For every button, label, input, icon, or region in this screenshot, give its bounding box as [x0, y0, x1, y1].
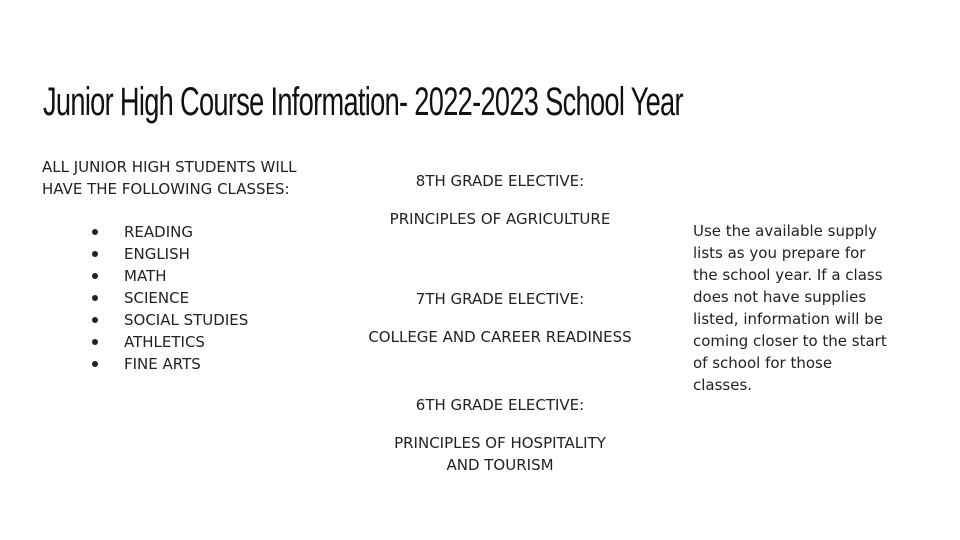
class-name: ATHLETICS: [124, 333, 205, 351]
required-classes-list: [42, 221, 332, 375]
list-item: [42, 353, 332, 375]
bullet-icon: [92, 229, 98, 235]
class-name: READING: [124, 223, 193, 241]
required-classes-section: [42, 156, 332, 375]
list-item: [42, 265, 332, 287]
list-item: [42, 243, 332, 265]
bullet-icon: [92, 273, 98, 279]
bullet-icon: [92, 339, 98, 345]
elective-grade: 7TH GRADE ELECTIVE:: [415, 290, 585, 308]
elective-grade: 6TH GRADE ELECTIVE:: [415, 396, 585, 414]
page-title: Junior High Course Information- 2022-2023 School Year: [43, 80, 683, 124]
elective-7th: [360, 288, 640, 348]
elective-6th: [360, 394, 640, 476]
required-classes-intro: ALL JUNIOR HIGH STUDENTS WILL HAVE THE FOLLOWING CLASSES:: [42, 158, 297, 198]
class-name: ENGLISH: [124, 245, 190, 263]
class-name: SCIENCE: [124, 289, 190, 307]
elective-course: PRINCIPLES OF HOSPITALITY AND TOURISM: [394, 434, 606, 474]
elective-course: PRINCIPLES OF AGRICULTURE: [389, 210, 611, 228]
class-name: FINE ARTS: [124, 355, 201, 373]
elective-8th: [360, 170, 640, 230]
list-item: [42, 287, 332, 309]
class-name: SOCIAL STUDIES: [124, 311, 249, 329]
list-item: [42, 331, 332, 353]
bullet-icon: [92, 251, 98, 257]
bullet-icon: [92, 317, 98, 323]
elective-grade: 8TH GRADE ELECTIVE:: [415, 172, 585, 190]
list-item: [42, 221, 332, 243]
supply-note: Use the available supply lists as you prepare for the school year. If a class does not have supplies listed, information will be coming closer to the start of school for those classes.: [693, 222, 887, 394]
elective-course: COLLEGE AND CAREER READINESS: [368, 328, 632, 346]
bullet-icon: [92, 361, 98, 367]
list-item: [42, 309, 332, 331]
bullet-icon: [92, 295, 98, 301]
class-name: MATH: [124, 267, 167, 285]
